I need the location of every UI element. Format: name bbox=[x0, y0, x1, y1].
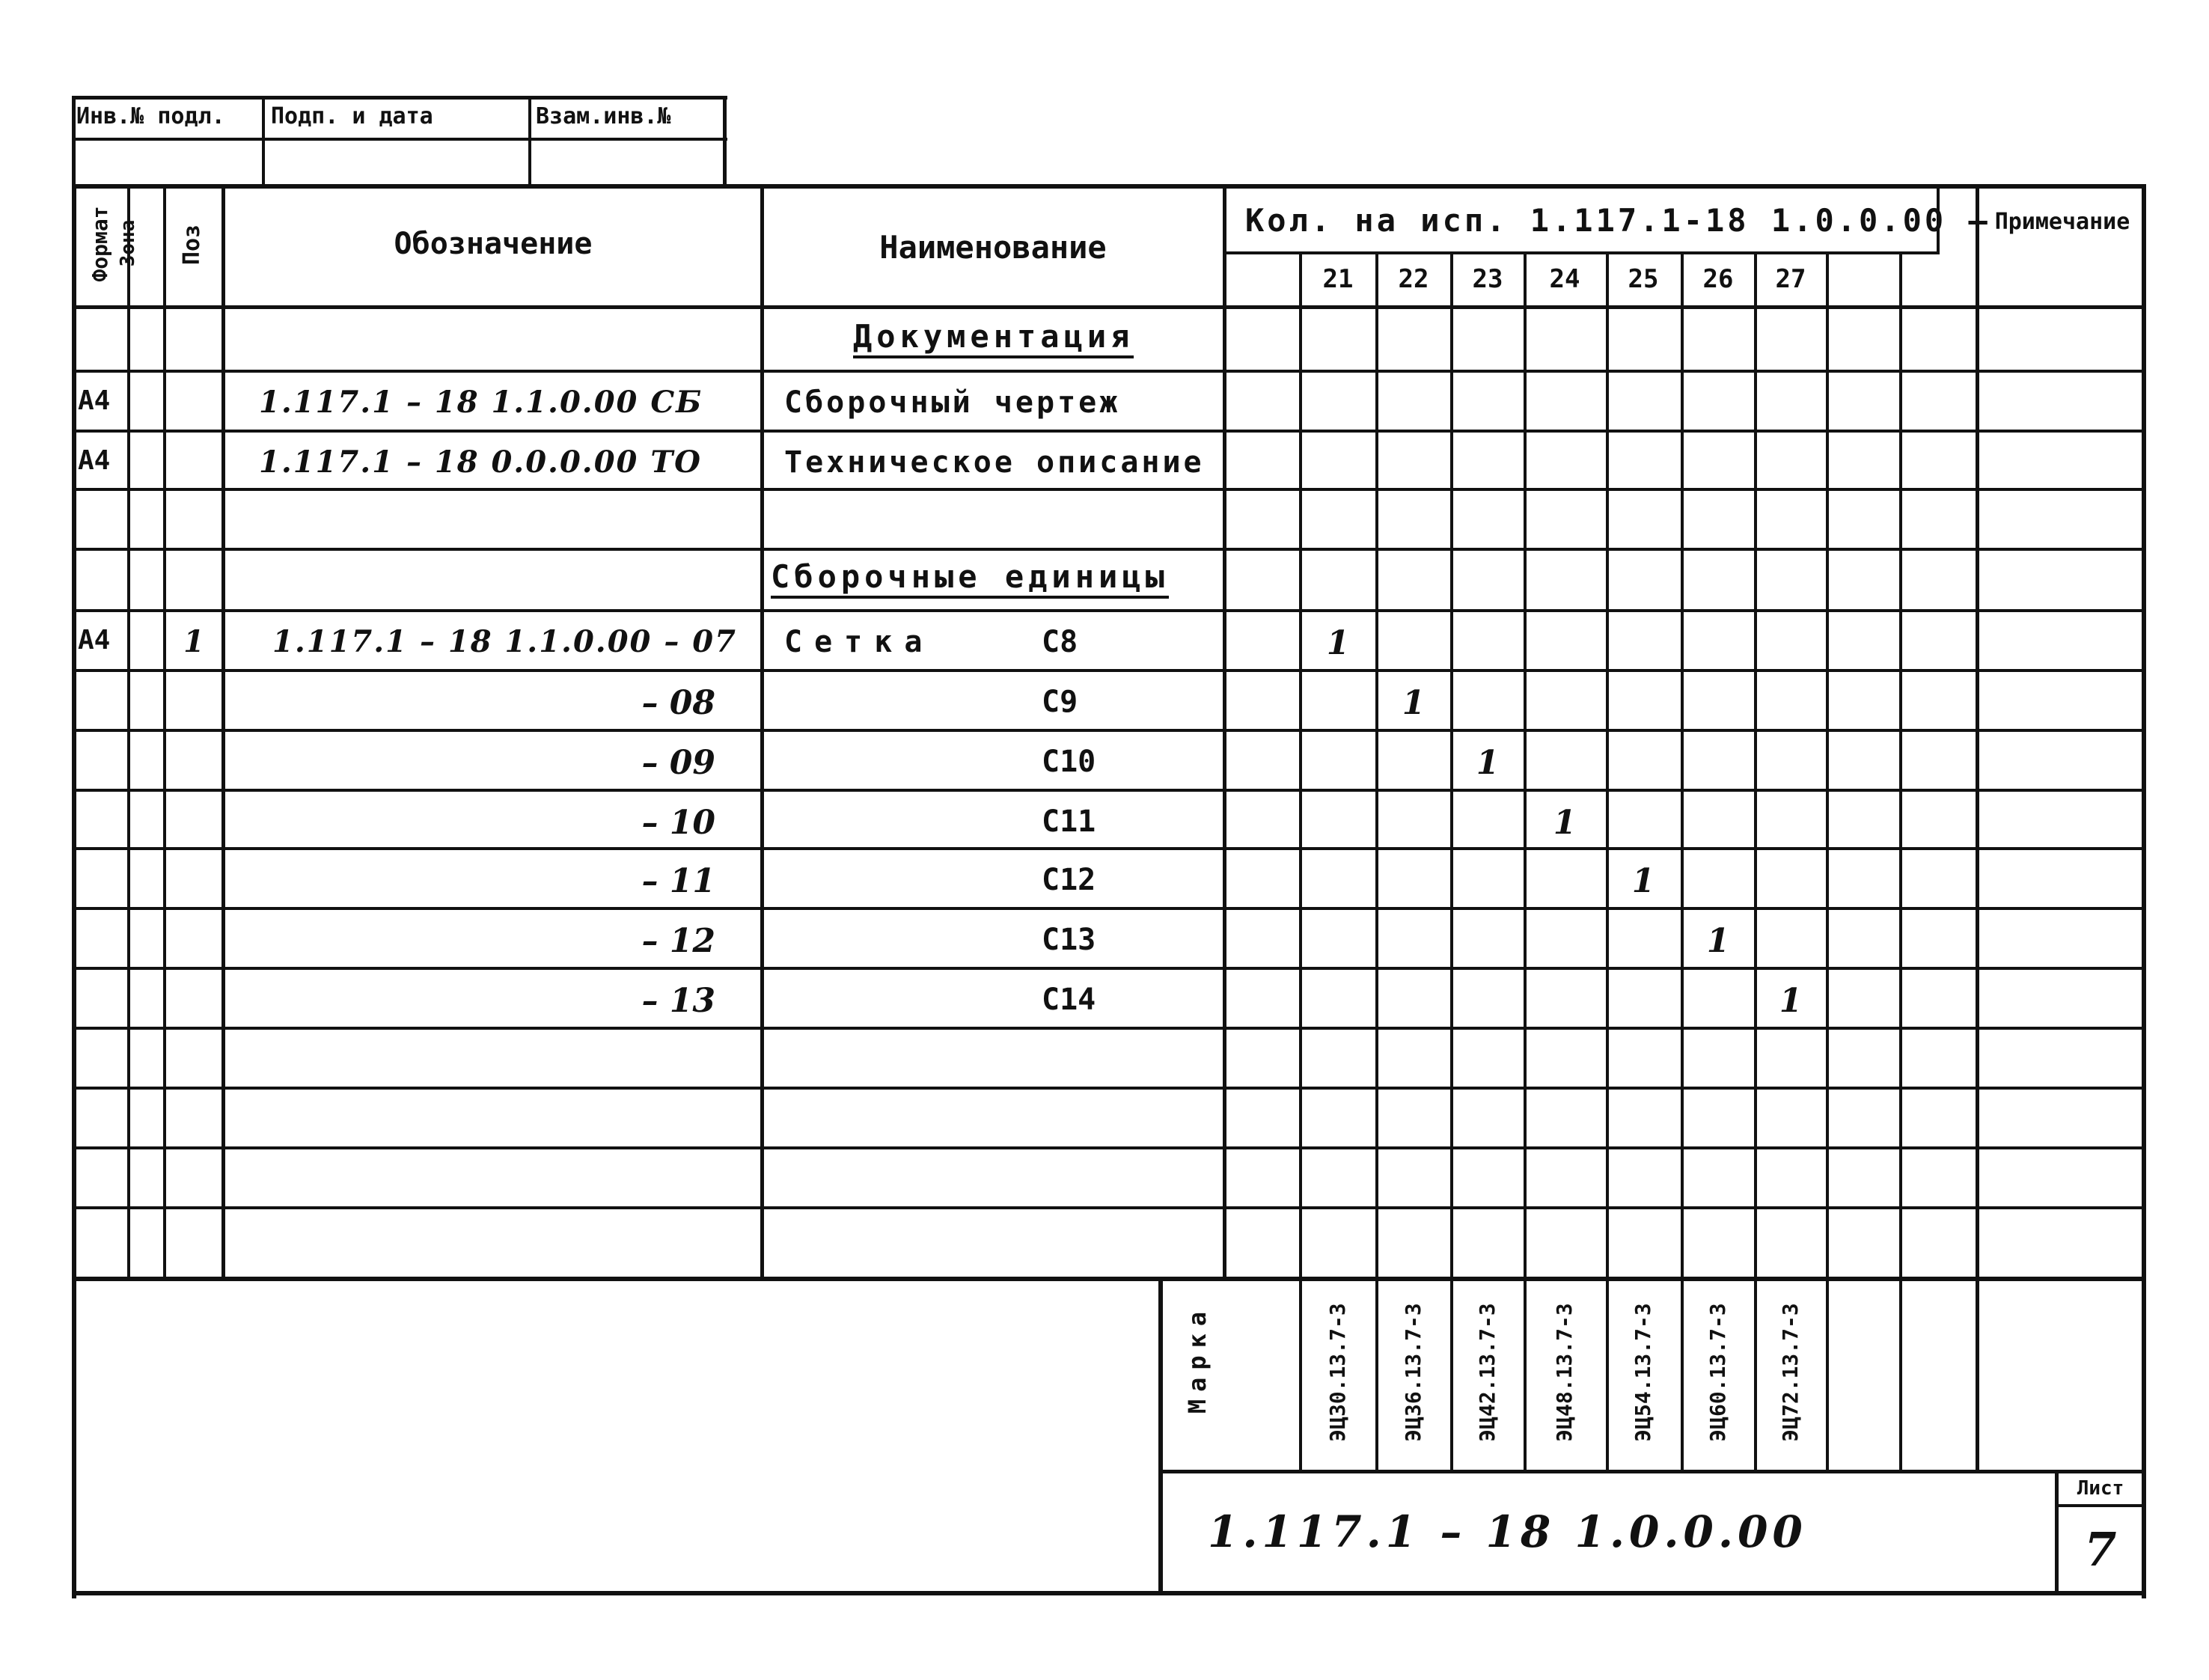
zone-column-header: Зона bbox=[117, 219, 139, 267]
row-designation: – 10 bbox=[641, 804, 715, 842]
row-designation: – 12 bbox=[641, 922, 715, 960]
variant-header-22: 22 bbox=[1398, 264, 1429, 294]
row-designation: – 09 bbox=[641, 744, 715, 782]
variant-header-21: 21 bbox=[1322, 264, 1354, 294]
section-heading: Документация bbox=[853, 321, 1134, 358]
marka-value: ЭЦ72.13.7-3 bbox=[1778, 1303, 1803, 1442]
row-mark-code: С9 bbox=[1042, 685, 1078, 719]
replace-inv-label: Взам.инв.№ bbox=[536, 103, 671, 129]
inv-label: Инв.№ подл. bbox=[76, 103, 225, 129]
format-column-header: Формат bbox=[88, 206, 112, 282]
row-position: 1 bbox=[183, 624, 204, 659]
row-name: Техническое описание bbox=[784, 445, 1205, 480]
row-mark-code: С14 bbox=[1042, 983, 1096, 1017]
section-heading: Сборочные единицы bbox=[771, 561, 1169, 599]
marka-value: ЭЦ60.13.7-3 bbox=[1705, 1303, 1730, 1442]
row-quantity: 1 bbox=[1553, 804, 1577, 842]
row-mark-code: С13 bbox=[1042, 923, 1096, 957]
row-quantity: 1 bbox=[1326, 624, 1350, 662]
row-designation: – 08 bbox=[641, 684, 715, 722]
row-format: А4 bbox=[78, 445, 111, 476]
row-designation: 1.117.1 – 18 1.1.0.00 СБ bbox=[259, 385, 703, 420]
variant-header-25: 25 bbox=[1628, 264, 1659, 294]
marka-value: ЭЦ30.13.7-3 bbox=[1325, 1303, 1350, 1442]
row-quantity: 1 bbox=[1631, 862, 1655, 900]
row-designation: 1.117.1 – 18 1.1.0.00 – 07 bbox=[272, 624, 737, 659]
row-name: Сборочный чертеж bbox=[784, 385, 1121, 420]
row-mark-code: С11 bbox=[1042, 804, 1096, 839]
variant-header-27: 27 bbox=[1775, 264, 1806, 294]
row-format: А4 bbox=[78, 385, 111, 416]
marka-value: ЭЦ36.13.7-3 bbox=[1401, 1303, 1426, 1442]
note-column-header: Примечание bbox=[1994, 209, 2130, 235]
row-quantity: 1 bbox=[1779, 982, 1803, 1020]
row-designation: – 11 bbox=[641, 862, 715, 900]
document-code: 1.117.1 – 18 1.0.0.00 bbox=[1208, 1506, 1807, 1557]
marka-value: ЭЦ42.13.7-3 bbox=[1475, 1303, 1500, 1442]
sign-date-label: Подп. и дата bbox=[271, 103, 433, 129]
row-mark-code: С10 bbox=[1042, 745, 1096, 779]
sheet-number: 7 bbox=[2084, 1522, 2117, 1577]
designation-column-header: Обозначение bbox=[394, 227, 593, 261]
row-name: Сетка bbox=[784, 625, 935, 659]
row-mark-code: С8 bbox=[1042, 625, 1078, 659]
row-quantity: 1 bbox=[1706, 922, 1730, 960]
qty-header-title: Кол. на исп. 1.117.1-18 1.0.0.00 — bbox=[1245, 202, 1990, 239]
marka-label: Марка bbox=[1183, 1304, 1212, 1414]
sheet-label: Лист bbox=[2077, 1477, 2124, 1500]
row-quantity: 1 bbox=[1402, 684, 1426, 722]
variant-header-23: 23 bbox=[1472, 264, 1503, 294]
variant-header-24: 24 bbox=[1549, 264, 1580, 294]
row-designation: 1.117.1 – 18 0.0.0.00 ТО bbox=[259, 445, 702, 480]
name-column-header: Наименование bbox=[879, 229, 1107, 266]
pos-column-header: Поз bbox=[179, 224, 205, 266]
marka-value: ЭЦ54.13.7-3 bbox=[1631, 1303, 1655, 1442]
row-format: А4 bbox=[78, 625, 111, 656]
marka-value: ЭЦ48.13.7-3 bbox=[1552, 1303, 1577, 1442]
row-designation: – 13 bbox=[641, 982, 715, 1020]
row-mark-code: С12 bbox=[1042, 863, 1096, 897]
variant-header-26: 26 bbox=[1702, 264, 1734, 294]
row-quantity: 1 bbox=[1476, 744, 1500, 782]
